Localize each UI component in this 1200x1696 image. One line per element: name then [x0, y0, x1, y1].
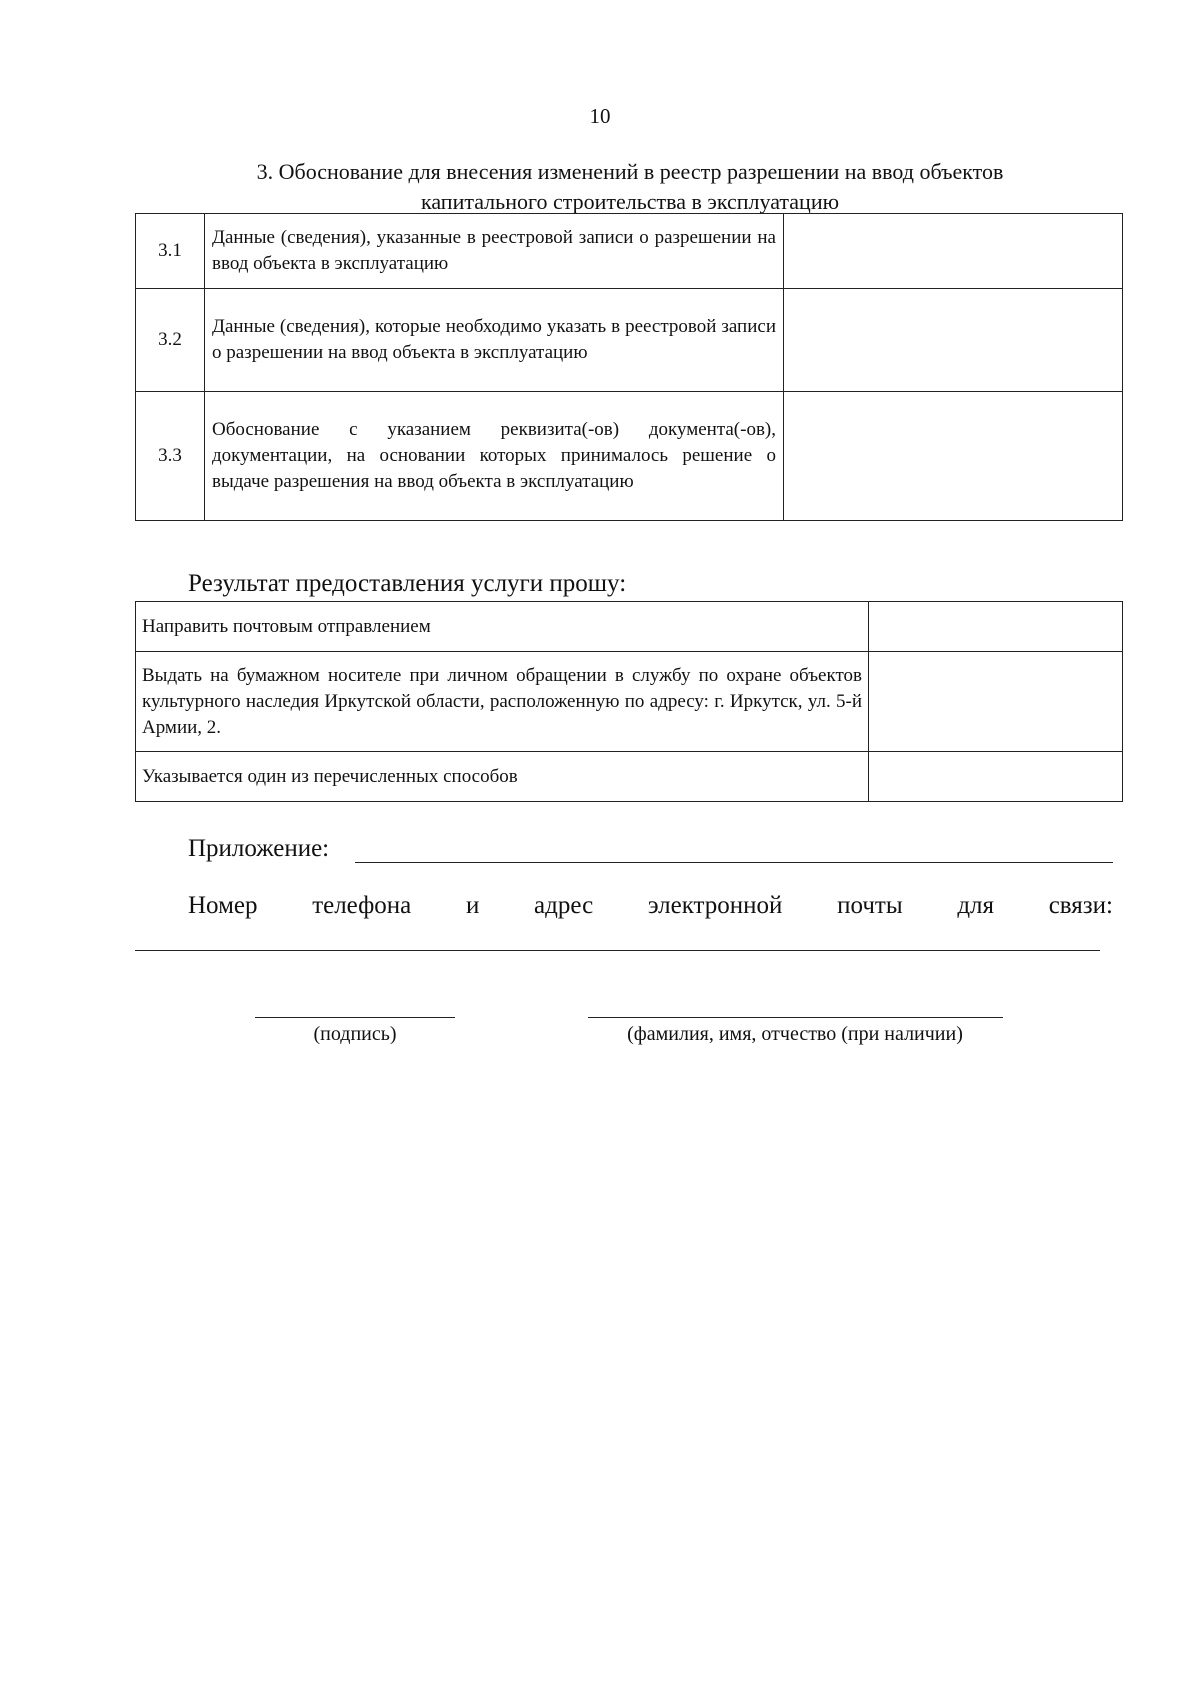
full-name-line[interactable] [588, 1017, 1003, 1018]
table-row [136, 602, 1123, 652]
signature-caption: (подпись) [313, 1023, 397, 1045]
row-description: Обоснование с указанием реквизита(-ов) документа(-ов), документации, на основании которых принималось решение о выдаче разрешения на ввод объекта в эксплуатацию [205, 392, 784, 521]
result-options-table [135, 601, 1123, 802]
page-number: 10 [589, 104, 611, 128]
contact-word: связи: [1048, 892, 1113, 919]
option-checkbox-cell[interactable] [869, 602, 1123, 652]
row-value-field[interactable] [784, 289, 1123, 392]
option-checkbox-cell[interactable] [869, 752, 1123, 802]
option-text: Выдать на бумажном носителе при личном обращении в службу по охране объектов культурного наследия Иркутской области, расположенную по адресу: г. Иркутск, ул. 5-й Армии, 2. [136, 652, 869, 752]
table-row [136, 392, 1123, 521]
contact-word: телефона [312, 892, 412, 919]
row-description: Данные (сведения), которые необходимо указать в реестровой записи о разрешении на ввод объекта в эксплуатацию [205, 289, 784, 392]
contact-line[interactable] [135, 950, 1100, 951]
contact-word: для [957, 892, 995, 919]
contact-word: адрес [534, 892, 594, 919]
table-row [136, 652, 1123, 752]
change-basis-table [135, 213, 1123, 521]
section-title-line-2: капитального строительства в эксплуатацию [420, 189, 840, 214]
row-number: 3.3 [136, 392, 205, 521]
option-checkbox-cell[interactable] [869, 652, 1123, 752]
table-row [136, 289, 1123, 392]
contact-word: электронной [647, 892, 783, 919]
contact-word: Номер [188, 892, 258, 919]
row-number: 3.2 [136, 289, 205, 392]
contact-word: почты [837, 892, 903, 919]
signature-line[interactable] [255, 1017, 455, 1018]
contact-word: и [465, 892, 480, 919]
row-value-field[interactable] [784, 392, 1123, 521]
row-number: 3.1 [136, 214, 205, 289]
table-row [136, 752, 1123, 802]
attachment-line[interactable] [355, 862, 1113, 863]
contact-label [188, 892, 1113, 920]
row-description: Данные (сведения), указанные в реестровой записи о разрешении на ввод объекта в эксплуатацию [205, 214, 784, 289]
table-row [136, 214, 1123, 289]
option-text: Направить почтовым отправлением [136, 602, 869, 652]
attachment-label: Приложение: [188, 835, 330, 862]
option-text: Указывается один из перечисленных способов [136, 752, 869, 802]
row-value-field[interactable] [784, 214, 1123, 289]
section-title-line-1: 3. Обоснование для внесения изменений в реестр разрешении на ввод объектов [256, 159, 1004, 184]
result-heading: Результат предоставления услуги прошу: [188, 570, 627, 597]
full-name-caption: (фамилия, имя, отчество (при наличии) [627, 1023, 963, 1045]
section-title [170, 157, 1090, 217]
